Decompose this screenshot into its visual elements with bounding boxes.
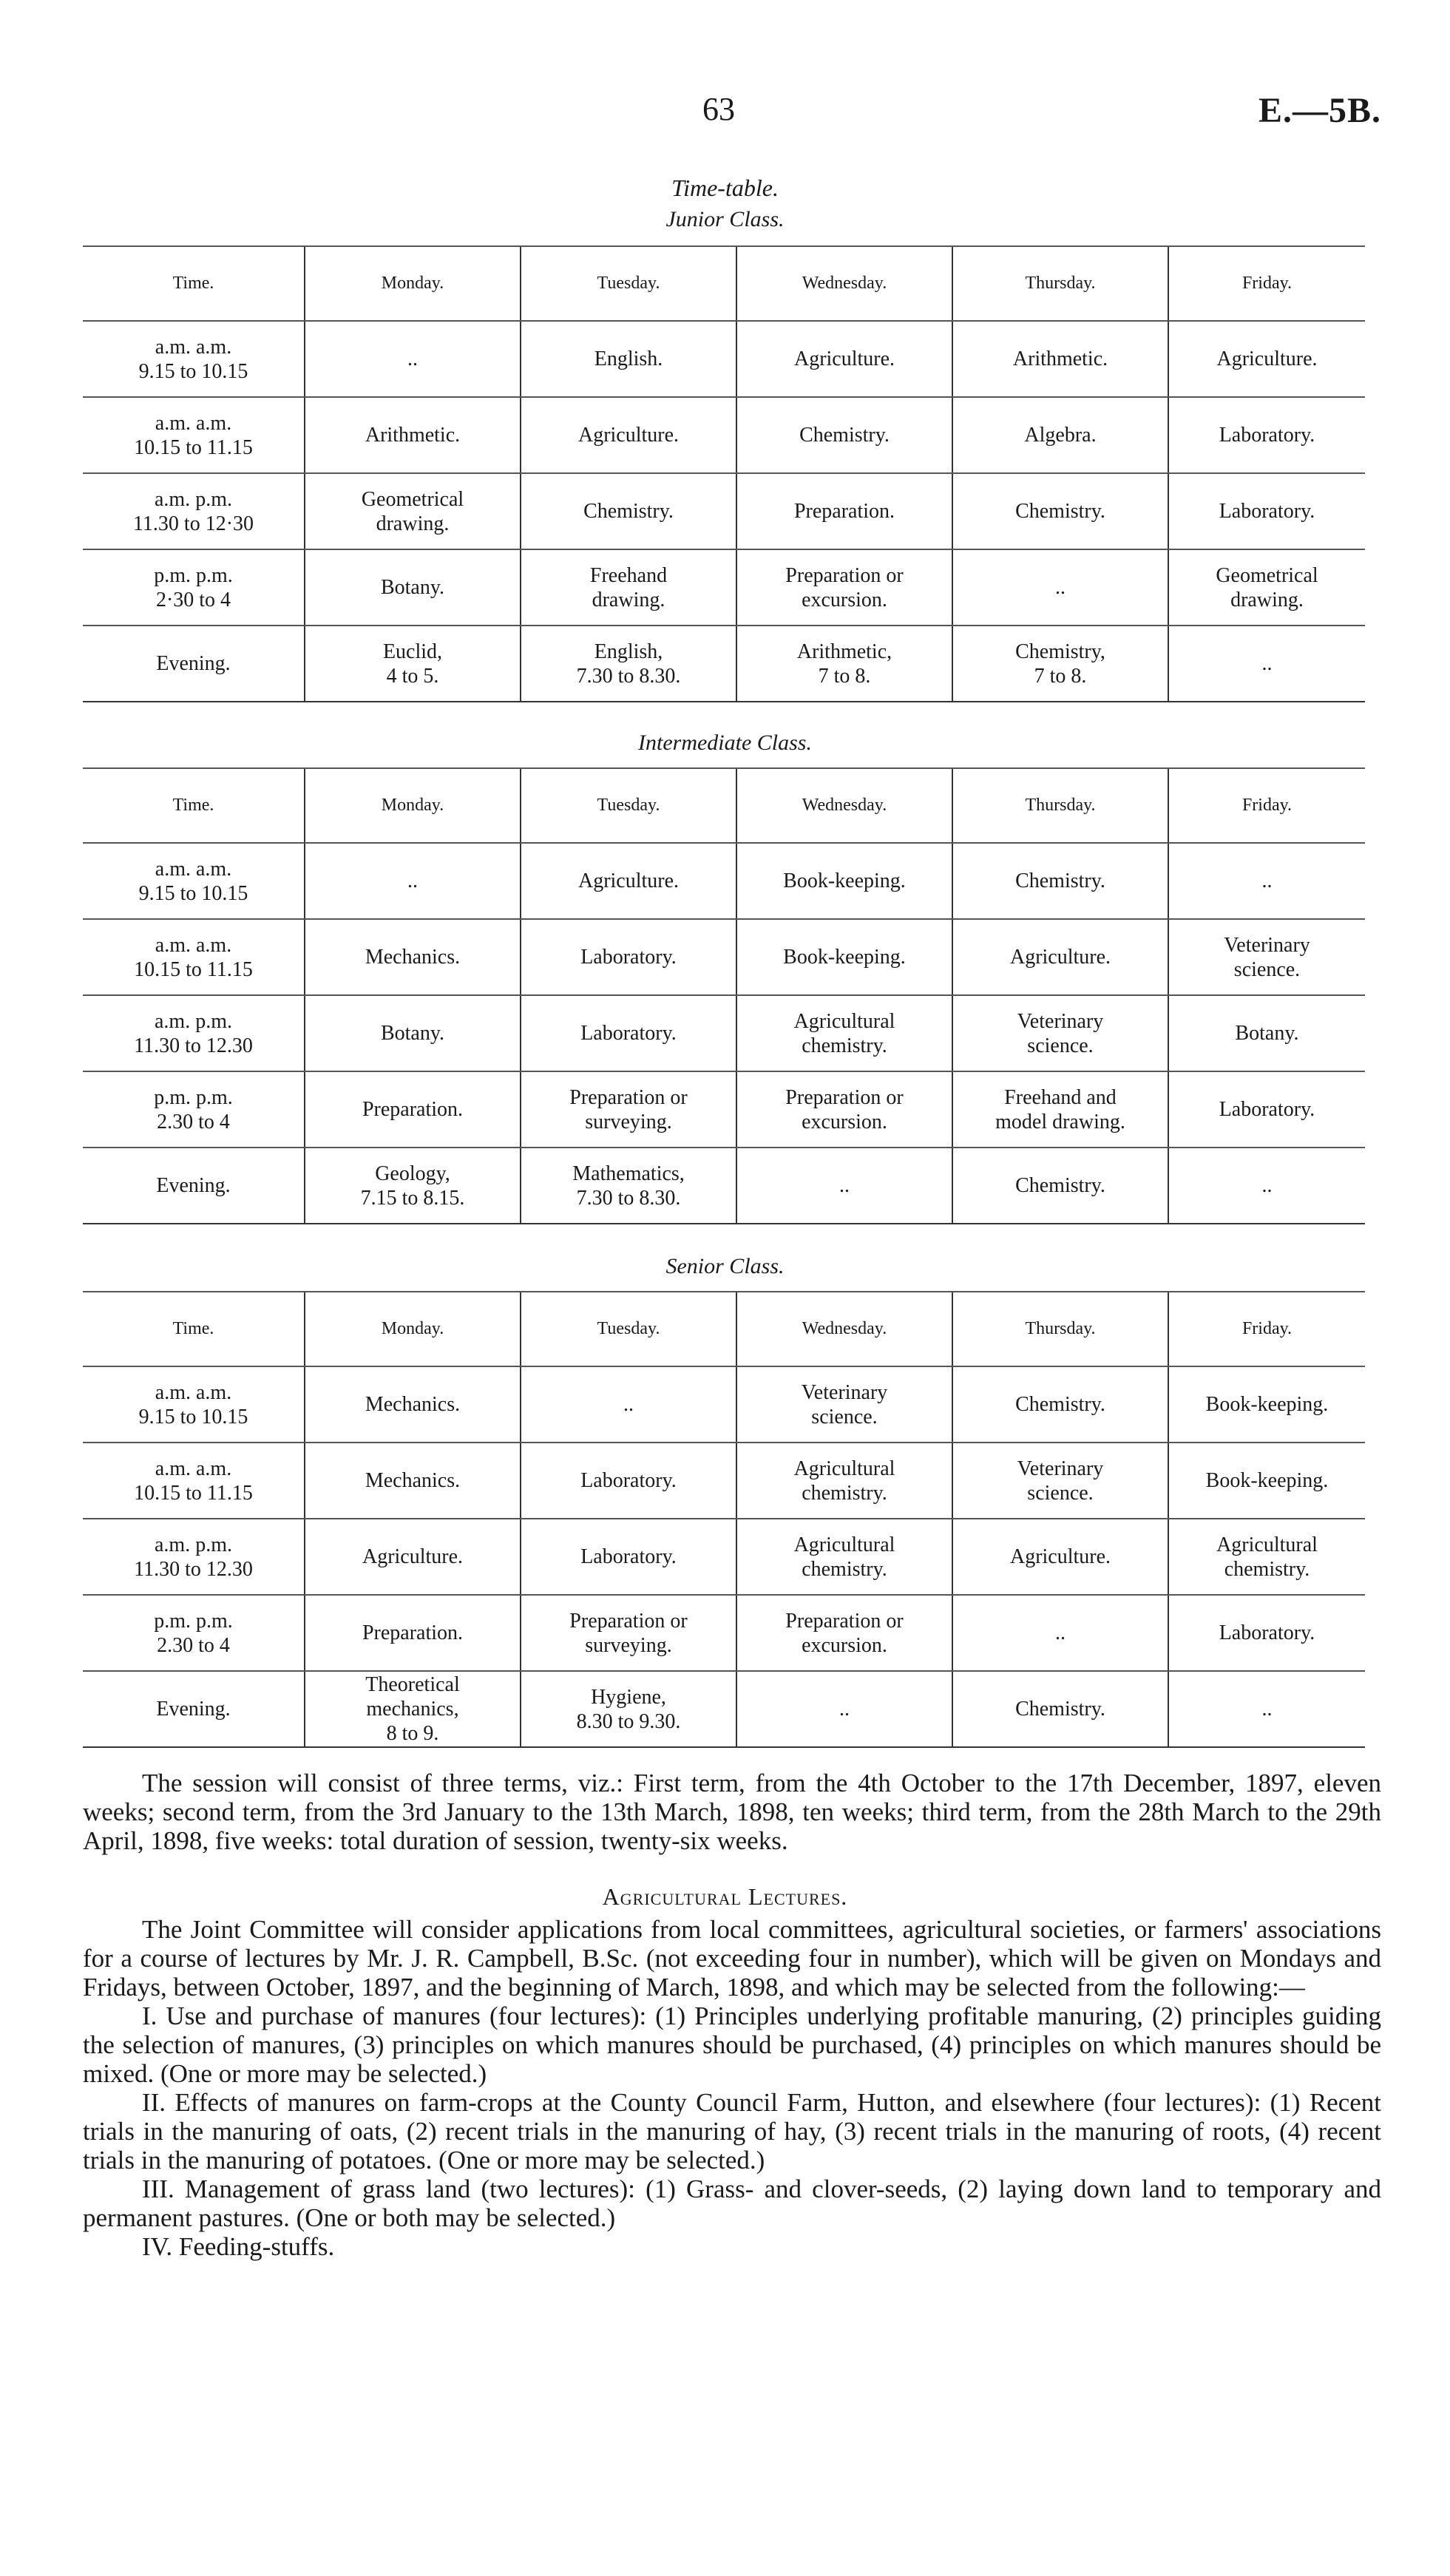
agricultural-lectures-heading: Agricultural Lectures. xyxy=(602,1883,848,1910)
intermediate-timetable xyxy=(83,767,1365,1224)
lectures-section xyxy=(83,1915,1381,2261)
time-cell: a.m. a.m. 10.15 to 11.15 xyxy=(83,919,305,995)
thursday-cell: Arithmetic. xyxy=(952,321,1168,397)
tuesday-cell: Hygiene, 8.30 to 9.30. xyxy=(521,1671,736,1747)
monday-cell: Arithmetic. xyxy=(305,397,521,473)
column-header-monday: Monday. xyxy=(305,768,521,843)
time-cell: a.m. a.m. 10.15 to 11.15 xyxy=(83,397,305,473)
page-number: 63 xyxy=(702,91,735,127)
senior-class-caption: Senior Class. xyxy=(665,1254,785,1278)
friday-cell: Book-keeping. xyxy=(1168,1443,1365,1519)
table-row xyxy=(83,919,1365,995)
monday-cell: Preparation. xyxy=(305,1595,521,1671)
tuesday-cell: .. xyxy=(521,1366,736,1443)
friday-cell: Agriculture. xyxy=(1168,321,1365,397)
monday-cell: Preparation. xyxy=(305,1071,521,1148)
table-row xyxy=(83,843,1365,919)
table-row xyxy=(83,1443,1365,1519)
friday-cell: Geometrical drawing. xyxy=(1168,549,1365,626)
monday-cell: .. xyxy=(305,321,521,397)
friday-cell: .. xyxy=(1168,1671,1365,1747)
wednesday-cell: Preparation. xyxy=(736,473,952,549)
thursday-cell: Chemistry, 7 to 8. xyxy=(952,626,1168,702)
time-cell: a.m. a.m. 10.15 to 11.15 xyxy=(83,1443,305,1519)
time-cell: Evening. xyxy=(83,1148,305,1224)
tuesday-cell: Laboratory. xyxy=(521,919,736,995)
session-text xyxy=(83,1769,1381,1855)
column-header-thursday: Thursday. xyxy=(952,1292,1168,1366)
friday-cell: .. xyxy=(1168,1148,1365,1224)
monday-cell: Mechanics. xyxy=(305,1366,521,1443)
column-header-monday: Monday. xyxy=(305,246,521,321)
thursday-cell: Veterinary science. xyxy=(952,1443,1168,1519)
wednesday-cell: .. xyxy=(736,1148,952,1224)
tuesday-cell: Laboratory. xyxy=(521,1519,736,1595)
time-cell: a.m. p.m. 11.30 to 12·30 xyxy=(83,473,305,549)
table-header-row xyxy=(83,768,1365,843)
table-row xyxy=(83,473,1365,549)
wednesday-cell: Preparation or excursion. xyxy=(736,549,952,626)
senior-timetable xyxy=(83,1291,1365,1748)
column-header-time: Time. xyxy=(83,1292,305,1366)
wednesday-cell: Arithmetic, 7 to 8. xyxy=(736,626,952,702)
time-cell: p.m. p.m. 2.30 to 4 xyxy=(83,1595,305,1671)
monday-cell: Euclid, 4 to 5. xyxy=(305,626,521,702)
tuesday-cell: Agriculture. xyxy=(521,397,736,473)
friday-cell: Book-keeping. xyxy=(1168,1366,1365,1443)
tuesday-cell: Mathematics, 7.30 to 8.30. xyxy=(521,1148,736,1224)
thursday-cell: Freehand and model drawing. xyxy=(952,1071,1168,1148)
document-reference: E.—5B. xyxy=(1258,91,1382,130)
wednesday-cell: Chemistry. xyxy=(736,397,952,473)
wednesday-cell: Agricultural chemistry. xyxy=(736,995,952,1071)
friday-cell: .. xyxy=(1168,843,1365,919)
session-paragraph: The session will consist of three terms, viz.: First term, from the 4th October to the 17th December, 1897, eleven weeks; second term, from the 3rd January to the 13th March, 1898, ten weeks; third term, from the 28th March to the 29th April, 1898, five weeks: total duration of session, twenty-six weeks. xyxy=(83,1769,1381,1855)
table-row xyxy=(83,1671,1365,1747)
thursday-cell: Chemistry. xyxy=(952,843,1168,919)
monday-cell: Theoretical mechanics, 8 to 9. xyxy=(305,1671,521,1747)
column-header-time: Time. xyxy=(83,246,305,321)
table-row xyxy=(83,1148,1365,1224)
thursday-cell: .. xyxy=(952,1595,1168,1671)
tuesday-cell: Laboratory. xyxy=(521,1443,736,1519)
friday-cell: Laboratory. xyxy=(1168,1595,1365,1671)
time-cell: a.m. a.m. 9.15 to 10.15 xyxy=(83,321,305,397)
thursday-cell: Chemistry. xyxy=(952,473,1168,549)
friday-cell: Laboratory. xyxy=(1168,397,1365,473)
table-row xyxy=(83,1071,1365,1148)
column-header-tuesday: Tuesday. xyxy=(521,768,736,843)
thursday-cell: Veterinary science. xyxy=(952,995,1168,1071)
friday-cell: Veterinary science. xyxy=(1168,919,1365,995)
table-row xyxy=(83,1519,1365,1595)
friday-cell: Laboratory. xyxy=(1168,1071,1365,1148)
junior-timetable xyxy=(83,245,1365,702)
monday-cell: Geometrical drawing. xyxy=(305,473,521,549)
thursday-cell: .. xyxy=(952,549,1168,626)
time-cell: p.m. p.m. 2.30 to 4 xyxy=(83,1071,305,1148)
column-header-friday: Friday. xyxy=(1168,768,1365,843)
wednesday-cell: Agriculture. xyxy=(736,321,952,397)
time-cell: Evening. xyxy=(83,1671,305,1747)
column-header-wednesday: Wednesday. xyxy=(736,768,952,843)
monday-cell: Botany. xyxy=(305,549,521,626)
time-cell: a.m. p.m. 11.30 to 12.30 xyxy=(83,995,305,1071)
time-cell: a.m. p.m. 11.30 to 12.30 xyxy=(83,1519,305,1595)
thursday-cell: Agriculture. xyxy=(952,919,1168,995)
wednesday-cell: Agricultural chemistry. xyxy=(736,1519,952,1595)
monday-cell: Mechanics. xyxy=(305,919,521,995)
friday-cell: Laboratory. xyxy=(1168,473,1365,549)
wednesday-cell: .. xyxy=(736,1671,952,1747)
wednesday-cell: Veterinary science. xyxy=(736,1366,952,1443)
table-row xyxy=(83,397,1365,473)
column-header-monday: Monday. xyxy=(305,1292,521,1366)
column-header-thursday: Thursday. xyxy=(952,246,1168,321)
column-header-time: Time. xyxy=(83,768,305,843)
timetable-title: Time-table. xyxy=(671,174,779,201)
thursday-cell: Chemistry. xyxy=(952,1148,1168,1224)
lecture-item-1: I. Use and purchase of manures (four lectures): (1) Principles underlying profitable manuring, (2) principles guiding the selection of manures, (3) principles on which manures should be purchased, (4) principles on which manures should be mixed. (One or more may be selected.) xyxy=(83,2002,1381,2088)
column-header-friday: Friday. xyxy=(1168,1292,1365,1366)
thursday-cell: Chemistry. xyxy=(952,1671,1168,1747)
intermediate-class-caption: Intermediate Class. xyxy=(638,731,812,755)
wednesday-cell: Agricultural chemistry. xyxy=(736,1443,952,1519)
time-cell: a.m. a.m. 9.15 to 10.15 xyxy=(83,843,305,919)
table-header-row xyxy=(83,246,1365,321)
column-header-tuesday: Tuesday. xyxy=(521,1292,736,1366)
tuesday-cell: Chemistry. xyxy=(521,473,736,549)
wednesday-cell: Book-keeping. xyxy=(736,843,952,919)
friday-cell: Agricultural chemistry. xyxy=(1168,1519,1365,1595)
monday-cell: Mechanics. xyxy=(305,1443,521,1519)
tuesday-cell: Freehand drawing. xyxy=(521,549,736,626)
column-header-thursday: Thursday. xyxy=(952,768,1168,843)
monday-cell: Agriculture. xyxy=(305,1519,521,1595)
tuesday-cell: Preparation or surveying. xyxy=(521,1595,736,1671)
wednesday-cell: Preparation or excursion. xyxy=(736,1071,952,1148)
column-header-friday: Friday. xyxy=(1168,246,1365,321)
time-cell: p.m. p.m. 2·30 to 4 xyxy=(83,549,305,626)
monday-cell: .. xyxy=(305,843,521,919)
tuesday-cell: English, 7.30 to 8.30. xyxy=(521,626,736,702)
junior-class-caption: Junior Class. xyxy=(665,207,785,231)
tuesday-cell: Preparation or surveying. xyxy=(521,1071,736,1148)
table-row xyxy=(83,549,1365,626)
table-header-row xyxy=(83,1292,1365,1366)
column-header-wednesday: Wednesday. xyxy=(736,246,952,321)
table-row xyxy=(83,1366,1365,1443)
table-row xyxy=(83,626,1365,702)
lecture-item-4: IV. Feeding-stuffs. xyxy=(142,2232,335,2261)
monday-cell: Botany. xyxy=(305,995,521,1071)
tuesday-cell: Laboratory. xyxy=(521,995,736,1071)
thursday-cell: Chemistry. xyxy=(952,1366,1168,1443)
table-row xyxy=(83,321,1365,397)
lecture-item-3: III. Management of grass land (two lectures): (1) Grass- and clover-seeds, (2) laying down land to temporary and permanent pastures. (One or both may be selected.) xyxy=(83,2175,1381,2232)
table-row xyxy=(83,995,1365,1071)
lecture-item-2: II. Effects of manures on farm-crops at the County Council Farm, Hutton, and elsewhere (four lectures): (1) Recent trials in the manuring of oats, (2) recent trials in the manuring of hay, (3) recent trials in the manuring of roots, (4) recent trials in the manuring of potatoes. (One or more may be selected.) xyxy=(83,2088,1381,2175)
monday-cell: Geology, 7.15 to 8.15. xyxy=(305,1148,521,1224)
tuesday-cell: English. xyxy=(521,321,736,397)
thursday-cell: Algebra. xyxy=(952,397,1168,473)
column-header-tuesday: Tuesday. xyxy=(521,246,736,321)
time-cell: a.m. a.m. 9.15 to 10.15 xyxy=(83,1366,305,1443)
friday-cell: .. xyxy=(1168,626,1365,702)
column-header-wednesday: Wednesday. xyxy=(736,1292,952,1366)
thursday-cell: Agriculture. xyxy=(952,1519,1168,1595)
time-cell: Evening. xyxy=(83,626,305,702)
wednesday-cell: Preparation or excursion. xyxy=(736,1595,952,1671)
tuesday-cell: Agriculture. xyxy=(521,843,736,919)
table-row xyxy=(83,1595,1365,1671)
wednesday-cell: Book-keeping. xyxy=(736,919,952,995)
friday-cell: Botany. xyxy=(1168,995,1365,1071)
lectures-intro-paragraph: The Joint Committee will consider applications from local committees, agricultural societies, or farmers' associations for a course of lectures by Mr. J. R. Campbell, B.Sc. (not exceeding four in number), which will be given on Mondays and Fridays, between October, 1897, and the beginning of March, 1898, and which may be selected from the following:— xyxy=(83,1915,1381,2002)
